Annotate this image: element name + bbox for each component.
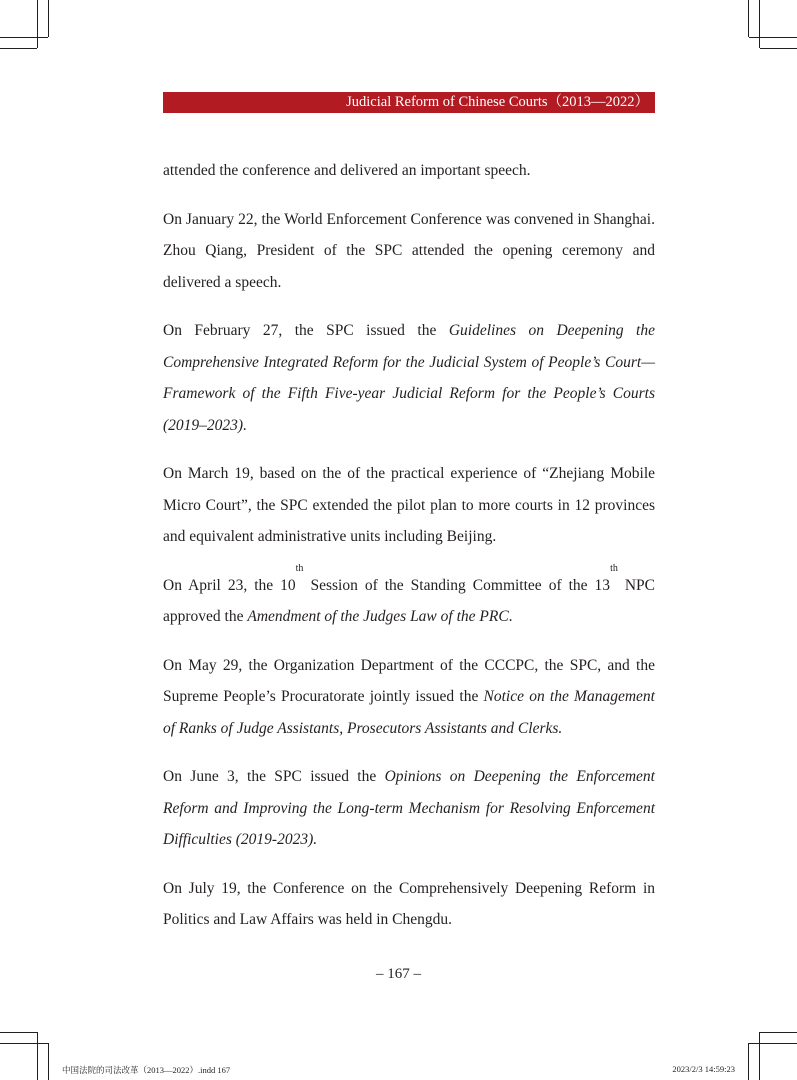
crop-mark-top-right-h2 xyxy=(760,48,797,49)
crop-mark-top-left-v xyxy=(37,0,38,48)
ordinal-suffix: th xyxy=(610,562,618,574)
crop-mark-top-left-h2 xyxy=(0,48,37,49)
crop-mark-bottom-right-v xyxy=(759,1032,760,1080)
paragraph xyxy=(163,873,655,936)
paragraph-text: On January 22, the World Enforcement Conference was convened in Shanghai. Zhou Qiang, President of the SPC attended the opening ceremony and delivered a speech. xyxy=(163,210,655,291)
paragraph-text: On May 29, the Organization Department of the CCCPC, the SPC, and the Supreme People’s Procuratorate jointly issued the xyxy=(163,656,655,705)
crop-mark-top-right-v2 xyxy=(748,0,749,37)
paragraph-text: attended the conference and delivered an important speech. xyxy=(163,162,531,179)
crop-mark-top-left-v2 xyxy=(48,0,49,37)
document-title-text: Notice on the Management of Ranks of Judge Assistants, Prosecutors Assistants and Clerks. xyxy=(163,688,655,737)
paragraph-text: On February 27, the SPC issued the xyxy=(163,322,449,339)
paragraph-text: On July 19, the Conference on the Comprehensively Deepening Reform in Politics and Law Affairs was held in Chengdu. xyxy=(163,879,655,928)
paragraph xyxy=(163,761,655,856)
crop-mark-bottom-left-h2 xyxy=(0,1032,37,1033)
paragraph xyxy=(163,315,655,441)
document-title-text: Guidelines on Deepening the Comprehensive Integrated Reform for the Judicial System of People’s Court— Framework of the Fifth Five-year Judicial Reform for the People’s Courts (2019–2023). xyxy=(163,322,655,434)
ordinal-suffix: th xyxy=(295,562,304,574)
crop-mark-bottom-right-v2 xyxy=(748,1043,749,1080)
crop-mark-bottom-right-h xyxy=(749,1043,797,1044)
running-header-title: Judicial Reform of Chinese Courts（2013—2022） xyxy=(346,94,649,110)
page-number: – 167 – xyxy=(376,966,421,982)
paragraph-text: NPC approved the xyxy=(163,576,656,625)
crop-mark-bottom-right-h2 xyxy=(760,1032,797,1033)
crop-mark-top-right-h xyxy=(749,37,797,38)
paragraph xyxy=(163,458,655,553)
paragraph xyxy=(163,155,655,187)
crop-mark-bottom-left-h xyxy=(0,1043,48,1044)
slug-filename: 中国法院的司法改革（2013—2022）.indd 167 xyxy=(62,1065,231,1075)
document-title-text: Opinions on Deepening the Enforcement Reform and Improving the Long-term Mechanism for Resolving Enforcement Difficulties (2019-2023). xyxy=(163,768,655,848)
page-body xyxy=(163,155,655,953)
slug-timestamp: 2023/2/3 14:59:23 xyxy=(672,1064,735,1074)
paragraph-text: Session of the Standing Committee of the 13 xyxy=(303,576,611,594)
crop-mark-bottom-left-v xyxy=(37,1032,38,1080)
crop-mark-top-left-h xyxy=(0,37,48,38)
paragraph xyxy=(163,204,655,299)
paragraph-text: On April 23, the 10 xyxy=(163,576,296,594)
paragraph-text: . xyxy=(508,608,513,625)
crop-mark-top-right-v xyxy=(759,0,760,48)
document-title-text: Amendment of the Judges Law of the PRC xyxy=(247,608,509,625)
crop-mark-bottom-left-v2 xyxy=(48,1043,49,1080)
paragraph xyxy=(163,562,656,633)
paragraph-text: On March 19, based on the of the practical experience of “Zhejiang Mobile Micro Court”, the SPC extended the pilot plan to more courts in 12 provinces and equivalent administrative units including Beijing. xyxy=(163,465,655,545)
running-header xyxy=(163,92,655,113)
paragraph xyxy=(163,650,655,745)
paragraph-text: On June 3, the SPC issued the xyxy=(163,768,385,785)
